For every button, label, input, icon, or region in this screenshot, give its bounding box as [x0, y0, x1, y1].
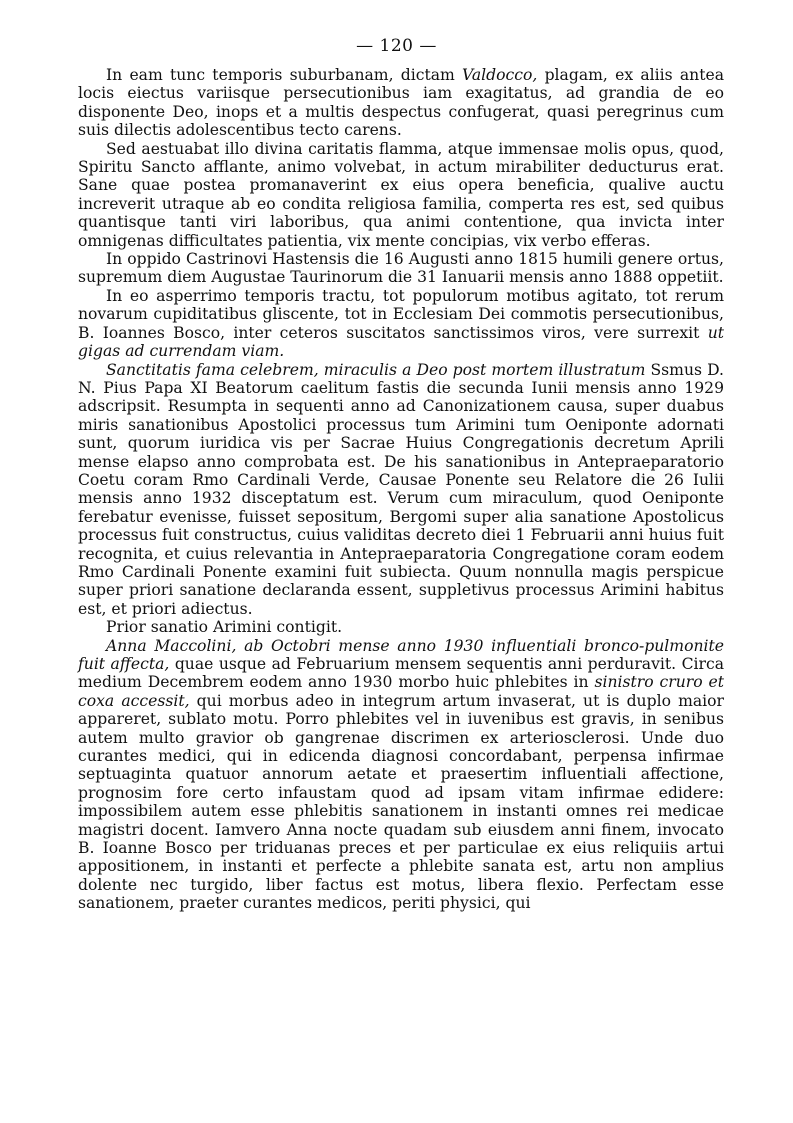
page-number: — 120 —: [356, 36, 437, 56]
text-run: Sed aestuabat illo divina caritatis flamma, atque immensae molis opus, quod, Spiritu Sancto afflante, animo volvebat, in actum mirabiliter deducturus erat. Sane quae postea promanaverint ex eius opera beneficia, qualive auctu increverit utraque ab eo condita religiosa familia, comperta res est, sed quibus quantisque tanti viri laboribus, qua animi contentione, qua invicta inter omnigenas difficultates patientia, vix mente concipias, vix verbo efferas.: [78, 139, 724, 250]
italic-text-run: Anna Maccolini, ab Octobri mense anno 1930 influentiali bronco-pulmonite fuit affecta,: [78, 636, 724, 673]
text-run: quae usque ad Februarium mensem sequentis anni perduravit. Circa medium Decembrem eodem anno 1930 morbo huic phlebites in: [78, 655, 724, 692]
text-run: In oppido Castrinovi Hastensis die 16 Augusti anno 1815 humili genere ortus, supremum diem Augustae Taurinorum die 31 Ianuarii mensis anno 1888 oppetiit.: [78, 250, 724, 287]
paragraph: [78, 637, 724, 913]
italic-text-run: Sanctitatis fama celebrem, miraculis a Deo post mortem illustratum: [106, 360, 646, 379]
paragraph: [78, 250, 724, 287]
text-run: Ssmus D. N. Pius Papa XI Beatorum caelitum fastis die secunda Iunii mensis anno 1929 adscripsit. Resumpta in sequenti anno ad Canonizationem causa, super duabus miris sanationibus Apostolici processus tum Arimini tum Oeniponte adornati sunt, quorum iuridica vis per Sacrae Huius Congregationis decretum Aprili mense elapso anno comprobata est. De his sanationibus in Antepraeparatorio Coetu coram Rmo Cardinali Verde, Causae Ponente seu Relatore die 26 Iulii mensis anno 1932 disceptatum est. Verum cum miraculum, quod Oeniponte ferebatur evenisse, fuisset sepositum, Bergomi super alia sanatione Apostolicus processus fuit constructus, cuius validitas decreto diei 1 Februarii anni huius fuit recognita, et cuius relevantia in Antepraeparatoria Congregatione coram eodem Rmo Cardinali Ponente examini fuit subiecta. Quum nonnulla magis perspicue super priori sanatione declaranda essent, suppletivus processus Arimini habitus est, et priori adiectus.: [78, 360, 724, 618]
paragraph: [78, 140, 724, 250]
paragraph: [78, 287, 724, 361]
text-run: In eam tunc temporis suburbanam, dictam: [106, 66, 463, 84]
paragraph: [78, 618, 724, 636]
italic-text-run: sinistro cruro et coxa accessit,: [78, 673, 724, 710]
paragraph: [78, 66, 724, 140]
italic-text-run: Valdocco,: [462, 66, 538, 84]
text-run: In eo asperrimo temporis tractu, tot populorum motibus agitato, tot rerum novarum cupiditatibus gliscente, tot in Ecclesiam Dei commotis persecutionibus, B. Ioannes Bosco, inter ceteros suscitatos sanctissimos viros, vere surrexit: [78, 286, 724, 342]
document-body: [78, 66, 724, 913]
italic-text-run: ut gigas ad currendam viam.: [78, 323, 724, 361]
paragraph: [78, 361, 724, 619]
text-run: Prior sanatio Arimini contigit.: [106, 618, 343, 637]
text-run: plagam, ex aliis antea locis eiectus variisque persecutionibus iam exagitatus, ad grandia de eo disponente Deo, inops et a multis despectus confugerat, quasi peregrinus cum suis dilectis adolescentibus tecto carens.: [78, 66, 724, 140]
text-run: qui morbus adeo in integrum artum invaserat, ut is duplo maior appareret, sublato motu. Porro phlebites vel in iuvenibus est gravis, in senibus autem multo gravior ob gangrenae discrimen ex arteriosclerosi. Unde duo curantes medici, qui in edicenda diagnosi concordabant, perpensa infirmae septuaginta quatuor annorum aetate et praesertim influentiali affectione, prognosim fore certo infaustam quod ad ipsam vitam infirmae edidere: impossibilem autem esse phlebitis sanationem in instanti omnes rei medicae magistri docent. Iamvero Anna nocte quadam sub eiusdem anni finem, invocato B. Ioanne Bosco per triduanas preces et per particulae ex eius reliquiis artui appositionem, in instanti et perfecte a phlebite sanata est, artu non amplius dolente nec turgido, liber factus est motus, libera flexio. Perfectam esse sanationem, praeter curantes medicos, periti physici, qui: [78, 691, 724, 913]
